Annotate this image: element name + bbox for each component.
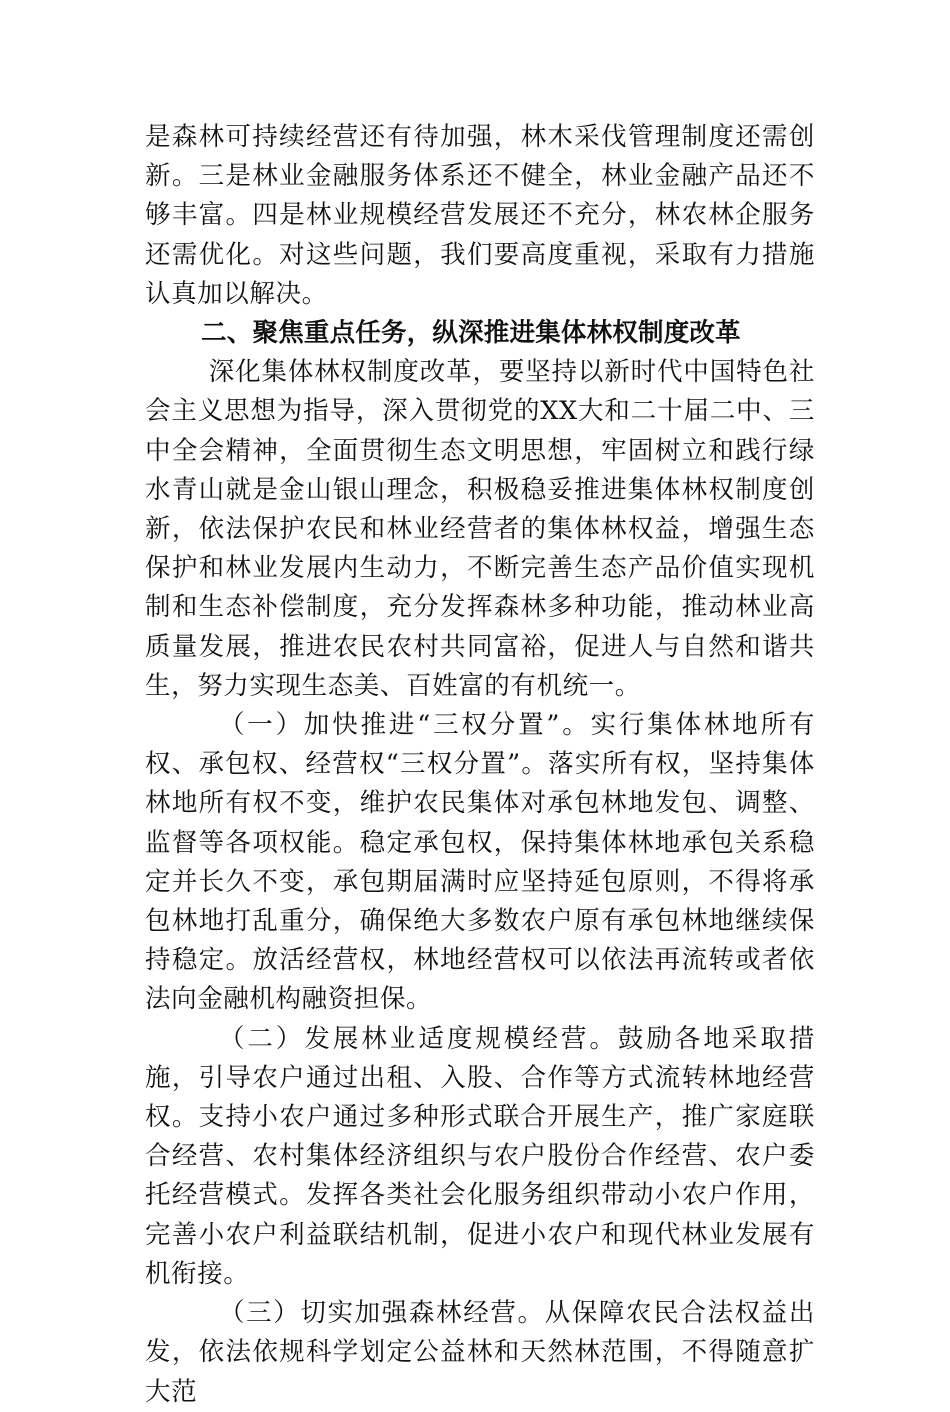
paragraph-intro: 深化集体林权制度改革，要坚持以新时代中国特色社会主义思想为指导，深入贯彻党的XX大和二十届二中、三中全会精神，全面贯彻生态文明思想，牢固树立和践行绿水青山就是金山银山理念，积极稳妥推进集体林权制度创新，依法保护农民和林业经营者的集体林权益，增强生态保护和林业发展内生动力，不断完善生态产品价值实现机制和生态补偿制度，充分发挥森林多种功能，推动林业高质量发展，推进农民农村共同富裕，促进人与自然和谐共生，努力实现生态美、百姓富的有机统一。: [145, 357, 815, 701]
document-body: [145, 118, 815, 1412]
section-heading: 二、聚焦重点任务，纵深推进集体林权制度改革: [201, 318, 741, 349]
paragraph-item-2: （二）发展林业适度规模经营。鼓励各地采取措施，引导农户通过出租、入股、合作等方式流转林地经营权。支持小农户通过多种形式联合开展生产，推广家庭联合经营、农村集体经济组织与农户股份合作经营、农户委托经营模式。发挥各类社会化服务组织带动小农户作用，完善小农户利益联结机制，促进小农户和现代林业发展有机衔接。: [145, 1023, 815, 1289]
paragraph-item-3: （三）切实加强森林经营。从保障农民合法权益出发，依法依规科学划定公益林和天然林范围，不得随意扩大范: [145, 1298, 815, 1407]
paragraph-continuation: 是森林可持续经营还有待加强，林木采伐管理制度还需创新。三是林业金融服务体系还不健全，林业金融产品还不够丰富。四是林业规模经营发展还不充分，林农林企服务还需优化。对这些问题，我们要高度重视，采取有力措施认真加以解决。: [145, 122, 815, 309]
paragraph-item-1: （一）加快推进“三权分置”。实行集体林地所有权、承包权、经营权“三权分置”。落实所有权，坚持集体林地所有权不变，维护农民集体对承包林地发包、调整、监督等各项权能。稳定承包权，保持集体林地承包关系稳定并长久不变，承包期届满时应坚持延包原则，不得将承包林地打乱重分，确保绝大多数农户原有承包林地继续保持稳定。放活经营权，林地经营权可以依法再流转或者依法向金融机构融资担保。: [145, 710, 815, 1015]
